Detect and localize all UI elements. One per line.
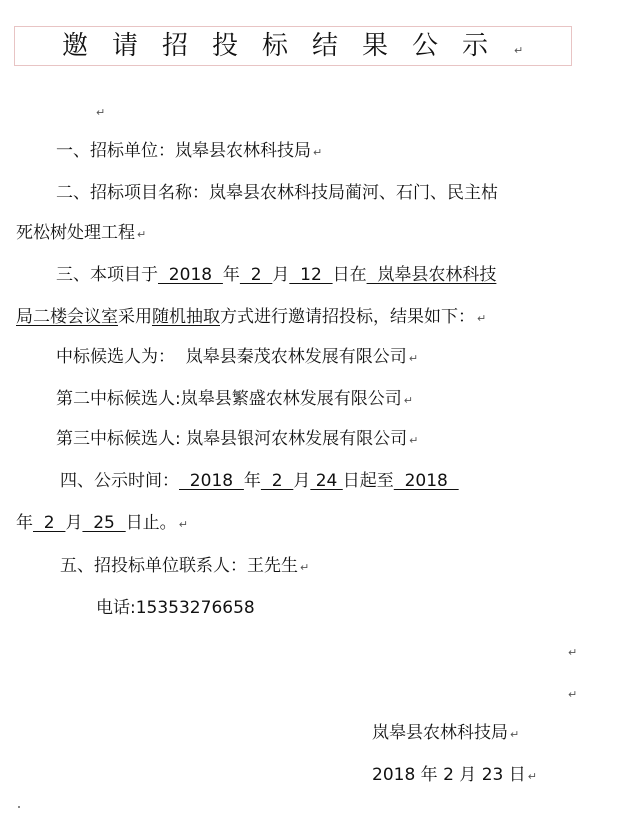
period-start-year-unit: 年 <box>243 471 261 491</box>
title-text: 邀请招投标结果公示 <box>62 31 513 61</box>
paragraph-mark-icon: ↵ <box>137 228 147 241</box>
phone-text: 电话:15353276658 <box>96 598 255 618</box>
item-publicity-period-cont <box>16 512 188 536</box>
period-end-month-unit: 月 <box>65 513 83 533</box>
paragraph-mark-icon: ↵ <box>568 646 578 659</box>
empty-paragraph <box>566 640 577 664</box>
item-bidding-info-cont <box>16 306 486 330</box>
paragraph-mark-icon: ↵ <box>403 394 413 407</box>
project-label: 二、招标项目名称： <box>56 183 209 203</box>
winner-third <box>56 428 418 452</box>
item-bidding-info <box>56 264 496 286</box>
period-end-month: 2 <box>33 513 66 533</box>
bid-place-part2: 局二楼会议室 <box>16 307 118 327</box>
paragraph-mark-icon: ↵ <box>300 561 310 574</box>
item-publicity-period <box>60 470 459 492</box>
paragraph-mark-icon: ↵ <box>408 352 419 365</box>
winner-third-text: 第三中标候选人: 岚皋县银河农林发展有限公司 <box>56 429 408 449</box>
empty-paragraph <box>94 100 105 124</box>
bid-method: 随机抽取 <box>152 307 220 327</box>
winner-first-text: 中标候选人为： 岚皋县秦茂农林发展有限公司 <box>56 347 407 367</box>
bid-place-part1: 岚皋县农林科技 <box>366 265 497 285</box>
bid-year-unit: 年 <box>222 265 240 285</box>
period-end-year-unit: 年 <box>16 513 33 533</box>
item4-prefix: 四、公示时间： <box>60 471 179 491</box>
unit-label: 一、招标单位： <box>56 141 175 161</box>
paragraph-mark-icon: ↵ <box>568 688 578 701</box>
paragraph-mark-icon: ↵ <box>477 312 487 325</box>
item-project-name <box>56 182 498 204</box>
bid-month: 2 <box>239 265 273 285</box>
bid-month-unit: 月 <box>272 265 290 285</box>
period-end-day: 25 <box>82 513 126 533</box>
paragraph-mark-icon: ↵ <box>409 434 419 447</box>
contact-text: 五、招投标单位联系人：王先生 <box>60 556 298 576</box>
item-contact <box>60 555 309 579</box>
period-start-year: 2018 <box>179 471 244 491</box>
period-end-year: 2018 <box>393 471 459 491</box>
winner-second <box>56 388 413 412</box>
project-name-line2: 死松树处理工程 <box>16 223 135 243</box>
item3-prefix: 三、本项目于 <box>56 265 158 285</box>
signature-org-text: 岚皋县农林科技局 <box>372 723 508 743</box>
page-corner-dot <box>18 806 20 808</box>
project-name-line1: 岚皋县农林科技局蔺河、石门、民主枯 <box>209 183 498 203</box>
item3-use: 采用 <box>118 307 152 327</box>
item-bidding-unit <box>56 140 322 164</box>
item3-suffix: 方式进行邀请招投标，结果如下： <box>220 307 475 327</box>
period-start-month-unit: 月 <box>293 471 311 491</box>
bid-day: 12 <box>289 265 333 285</box>
signature-date-text: 2018 年 2 月 23 日 <box>372 765 526 785</box>
document-title <box>62 30 523 67</box>
bid-year: 2018 <box>158 265 223 285</box>
signature-date <box>372 764 537 788</box>
paragraph-mark-icon: ↵ <box>510 728 520 741</box>
paragraph-mark-icon: ↵ <box>514 44 524 57</box>
signature-org <box>372 722 519 746</box>
period-start-month: 2 <box>260 471 294 491</box>
contact-phone <box>96 597 255 619</box>
period-start-day-unit: 日起至 <box>342 471 394 491</box>
empty-paragraph <box>566 682 577 706</box>
paragraph-mark-icon: ↵ <box>178 518 188 531</box>
winner-first <box>56 346 418 370</box>
item-project-name-cont <box>16 222 146 246</box>
period-end-day-unit: 日止。 <box>125 513 177 533</box>
period-start-day: 24 <box>310 471 343 491</box>
unit-value: 岚皋县农林科技局 <box>175 141 311 161</box>
paragraph-mark-icon: ↵ <box>96 106 106 119</box>
bid-day-unit: 日在 <box>332 265 367 285</box>
winner-second-text: 第二中标候选人:岚皋县繁盛农林发展有限公司 <box>56 389 402 409</box>
paragraph-mark-icon: ↵ <box>313 146 323 159</box>
paragraph-mark-icon: ↵ <box>527 770 537 783</box>
